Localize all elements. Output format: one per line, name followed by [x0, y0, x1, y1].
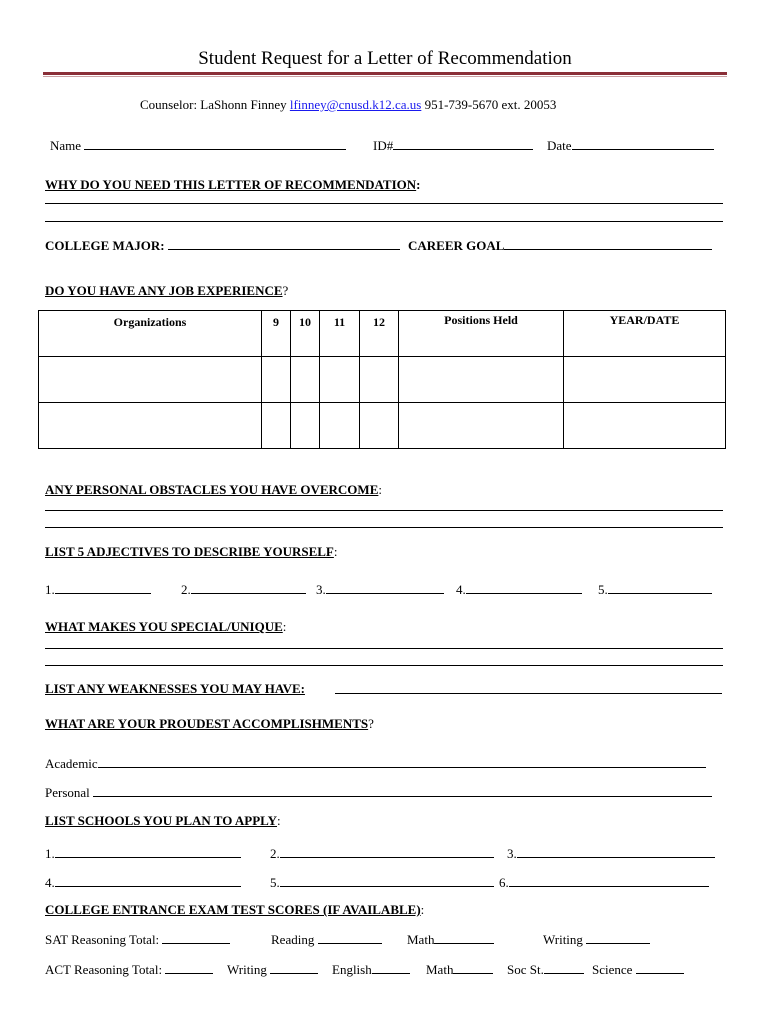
name-field[interactable]	[50, 137, 346, 154]
question-job: DO YOU HAVE ANY JOB EXPERIENCE?	[45, 283, 289, 298]
question-weakness: LIST ANY WEAKNESSES YOU MAY HAVE:	[45, 681, 305, 696]
name-blank[interactable]	[84, 137, 346, 150]
date-field[interactable]	[547, 137, 714, 154]
school-field-1[interactable]: 1.	[45, 845, 241, 862]
answer-line[interactable]	[45, 665, 723, 666]
table-cell[interactable]	[291, 357, 320, 403]
answer-line[interactable]	[45, 510, 723, 511]
table-cell[interactable]	[291, 403, 320, 449]
page-title: Student Request for a Letter of Recommendation	[198, 48, 572, 69]
college-major-blank[interactable]	[168, 237, 400, 250]
table-row[interactable]	[39, 357, 726, 403]
personal-blank[interactable]	[93, 784, 712, 797]
name-label: Name	[50, 138, 82, 153]
adjective-field-5[interactable]: 5.	[598, 581, 712, 598]
table-header-row	[39, 311, 726, 357]
table-cell[interactable]	[360, 403, 399, 449]
table-cell[interactable]	[262, 403, 291, 449]
table-cell[interactable]	[320, 403, 360, 449]
counselor-line	[140, 97, 556, 113]
college-major-label: COLLEGE MAJOR:	[45, 238, 165, 253]
job-experience-table	[38, 310, 726, 449]
school-field-2[interactable]: 2.	[270, 845, 494, 862]
act-math-field[interactable]: Math	[426, 961, 493, 978]
sat-total-field[interactable]: SAT Reasoning Total:	[45, 931, 230, 948]
act-science-field[interactable]: Science	[592, 961, 684, 978]
school-field-4[interactable]: 4.	[45, 874, 241, 891]
academic-label: Academic	[45, 756, 98, 771]
answer-line[interactable]	[45, 221, 723, 222]
personal-field[interactable]	[45, 784, 712, 801]
date-blank[interactable]	[572, 137, 714, 150]
table-cell[interactable]	[564, 403, 726, 449]
title-rule-thin	[43, 76, 727, 77]
header-grade-9: 9	[262, 311, 291, 357]
act-writing-field[interactable]: Writing	[227, 961, 318, 978]
adjective-field-4[interactable]: 4.	[456, 581, 582, 598]
question-tests: COLLEGE ENTRANCE EXAM TEST SCORES (IF AVAILABLE):	[45, 902, 425, 917]
header-organizations: Organizations	[39, 311, 262, 357]
table-cell[interactable]	[320, 357, 360, 403]
career-goal-blank[interactable]	[504, 237, 712, 250]
title-rule	[43, 72, 727, 75]
adjective-field-1[interactable]: 1.	[45, 581, 151, 598]
table-cell[interactable]	[399, 357, 564, 403]
sat-writing-field[interactable]: Writing	[543, 931, 650, 948]
academic-blank[interactable]	[98, 755, 706, 768]
personal-label: Personal	[45, 785, 90, 800]
counselor-email-link[interactable]: lfinney@cnusd.k12.ca.us	[289, 97, 422, 112]
id-blank[interactable]	[393, 137, 533, 150]
act-soc-field[interactable]: Soc St.	[507, 961, 584, 978]
act-english-field[interactable]: English	[332, 961, 410, 978]
table-cell[interactable]	[564, 357, 726, 403]
header-grade-10: 10	[291, 311, 320, 357]
question-adjectives: LIST 5 ADJECTIVES TO DESCRIBE YOURSELF:	[45, 544, 338, 559]
table-cell[interactable]	[39, 403, 262, 449]
question-schools: LIST SCHOOLS YOU PLAN TO APPLY:	[45, 813, 281, 828]
table-cell[interactable]	[39, 357, 262, 403]
adjective-field-2[interactable]: 2.	[181, 581, 306, 598]
academic-field[interactable]	[45, 755, 706, 772]
header-year-date: YEAR/DATE	[564, 311, 726, 357]
id-field[interactable]	[373, 137, 533, 154]
school-field-6[interactable]: 6.	[499, 874, 709, 891]
answer-line[interactable]	[45, 203, 723, 204]
sat-math-field[interactable]: Math	[407, 931, 494, 948]
question-special: WHAT MAKES YOU SPECIAL/UNIQUE:	[45, 619, 287, 634]
sat-reading-field[interactable]: Reading	[271, 931, 382, 948]
career-goal-label: CAREER GOAL	[408, 238, 505, 253]
table-cell[interactable]	[262, 357, 291, 403]
counselor-phone: 951-739-5670 ext. 20053	[424, 97, 557, 112]
header-grade-12: 12	[360, 311, 399, 357]
college-major-field[interactable]	[45, 237, 400, 254]
counselor-name: Counselor: LaShonn Finney	[140, 97, 287, 112]
table-cell[interactable]	[399, 403, 564, 449]
weakness-blank[interactable]	[335, 693, 722, 694]
act-total-field[interactable]: ACT Reasoning Total:	[45, 961, 213, 978]
question-obstacles: ANY PERSONAL OBSTACLES YOU HAVE OVERCOME:	[45, 482, 382, 497]
adjective-field-3[interactable]: 3.	[316, 581, 444, 598]
id-label: ID#	[373, 138, 394, 153]
header-grade-11: 11	[320, 311, 360, 357]
question-accomplishments: WHAT ARE YOUR PROUDEST ACCOMPLISHMENTS?	[45, 716, 374, 731]
date-label: Date	[547, 138, 572, 153]
school-field-5[interactable]: 5.	[270, 874, 494, 891]
answer-line[interactable]	[45, 648, 723, 649]
school-field-3[interactable]: 3.	[507, 845, 715, 862]
table-row[interactable]	[39, 403, 726, 449]
header-positions: Positions Held	[399, 311, 564, 357]
table-cell[interactable]	[360, 357, 399, 403]
question-why: WHY DO YOU NEED THIS LETTER OF RECOMMENDATION:	[45, 177, 421, 192]
answer-line[interactable]	[45, 527, 723, 528]
career-goal-field[interactable]	[408, 237, 712, 254]
